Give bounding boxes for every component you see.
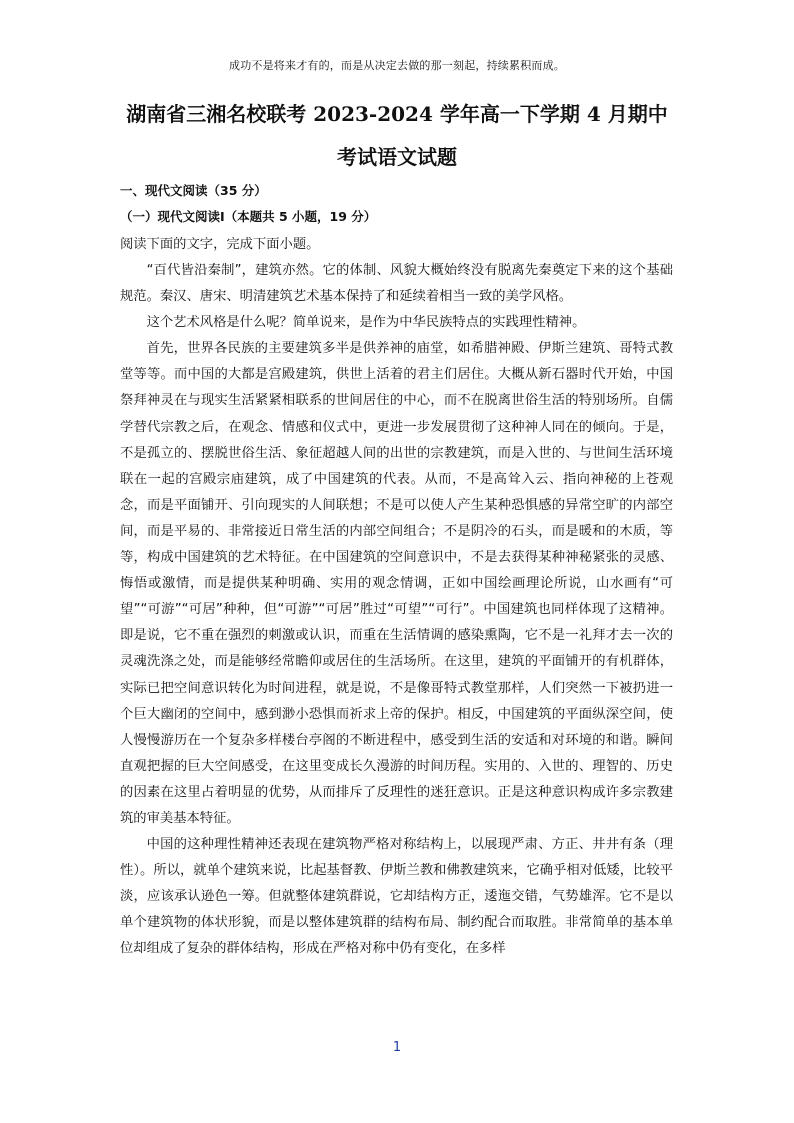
- document-title-line-1: 湖南省三湘名校联考 2023-2024 学年高一下学期 4 月期中: [126, 102, 668, 126]
- passage-paragraph-4: 中国的这种理性精神还表现在建筑物严格对称结构上，以展现严肃、方正、井井有条（理性）。所以，就单个建筑来说，比起基督教、伊斯兰教和佛教建筑来，它确乎相对低矮，比较平淡，应该承认逊色一筹。但就整体建筑群说，它却结构方正，逶迤交错，气势雄浑。它不是以单个建筑物的体状形貌，而是以整体建筑群的结构布局、制约配合而取胜。非常简单的基本单位却组成了复杂的群体结构，形成在严格对称中仍有变化，在多样: [120, 837, 673, 957]
- passage-paragraph-3: 首先，世界各民族的主要建筑多半是供养神的庙堂，如希腊神殿、伊斯兰建筑、哥特式教堂等等。而中国的大都是宫殿建筑，供世上活着的君主们居住。大概从新石器时代开始，中国祭拜神灵在与现实生活紧紧相联系的世间居住的中心，而不在脱离世俗生活的特别场所。自儒学替代宗教之后，在观念、情感和仪式中，更进一步发展贯彻了这种神人同在的倾向。于是，不是孤立的、摆脱世俗生活、象征超越人间的出世的宗教建筑，而是入世的、与世间生活环境联在一起的宫殿宗庙建筑，成了中国建筑的代表。从而，不是高耸入云、指向神秘的上苍观念，而是平面铺开、引向现实的人间联想；不是可以使人产生某种恐惧感的异常空旷的内部空间，而是平易的、非常接近日常生活的内部空间组合；不是阴冷的石头，而是暖和的木质，等等，构成中国建筑的艺术特征。在中国建筑的空间意识中，不是去获得某种神秘紧张的灵感、悔悟或激情，而是提供某种明确、实用的观念情调，正如中国绘画理论所说，山水画有“可望”“可游”“可居”种种，但“可游”“可居”胜过“可望”“可行”。中国建筑也同样体现了这精神。即是说，它不重在强烈的刺激或认识，而重在生活情调的感染熏陶，它不是一礼拜才去一次的灵魂洗涤之处，而是能够经常瞻仰或居住的生活场所。在这里，建筑的平面铺开的有机群体，实际已把空间意识转化为时间进程，就是说，不是像哥特式教堂那样，人们突然一下被扔进一个巨大幽闭的空间中，感到渺小恐惧而祈求上帝的保护。相反，中国建筑的平面纵深空间，使人慢慢游历在一个复杂多样楼台亭阁的不断进程中，感受到生活的安适和对环境的和谐。瞬间直观把握的巨大空间感受，在这里变成长久漫游的时间历程。实用的、入世的、理智的、历史的因素在这里占着明显的优势，从而排斥了反理性的迷狂意识。正是这种意识构成许多宗教建筑的审美基本特征。: [120, 341, 673, 826]
- passage-paragraph-1: “百代皆沿秦制”，建筑亦然。它的体制、风貌大概始终没有脱离先秦奠定下来的这个基础规范。秦汉、唐宋、明清建筑艺术基本保持了和延续着相当一致的美学风格。: [120, 263, 673, 305]
- subsection-heading: （一）现代文阅读Ⅰ（本题共 5 小题，19 分）: [120, 209, 377, 224]
- document-title-line-2: 考试语文试题: [337, 145, 457, 169]
- passage-paragraph-2: 这个艺术风格是什么呢？简单说来，是作为中华民族特点的实践理性精神。: [146, 315, 586, 331]
- page-number: 1: [392, 1040, 402, 1055]
- page-header-motto: 成功不是将来才有的，而是从决定去做的那一刻起，持续累积而成。: [229, 59, 565, 72]
- reading-instruction: 阅读下面的文字，完成下面小题。: [120, 237, 320, 252]
- section-heading: 一、现代文阅读（35 分）: [120, 183, 267, 198]
- passage-body: [120, 258, 673, 963]
